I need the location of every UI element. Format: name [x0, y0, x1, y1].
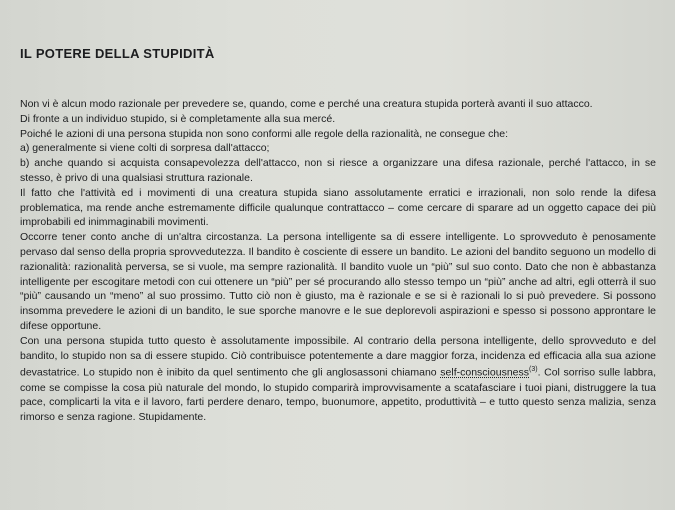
paragraph-consequences-intro: Poiché le azioni di una persona stupida non sono conformi alle regole della razionalità, ne consegue che:: [20, 127, 508, 140]
paragraph-no-rational-way: Non vi è alcun modo razionale per prevedere se, quando, come e perché una creatura stupida porterà avanti il suo attacco.: [20, 98, 593, 110]
paragraph-stupid-person: [20, 334, 656, 425]
document-page: [20, 46, 656, 425]
paragraph-bandit-rationality: Occorre tener conto anche di un'altra circostanza. La persona intelligente sa di essere intelligente. Lo sprovveduto è penosamente pervaso dal senso della propria sprovvedutezza. Il bandito è cosciente di essere un bandito. Le azioni del bandito seguono un modello di razionalità: razionalità perversa, se si vuole, ma sempre razionalità. Il bandito vuole un “più” sul suo conto. Dato che non è abbastanza intelligente per escogitare metodi con cui ottenere un “più” per sé procurando allo stesso tempo un “più” anche ad altri, egli otterrà il suo “più” causando un “meno” al suo prossimo. Tutto ciò non è giusto, ma è razionale e se si è razionali lo si può prevedere. Si possono insomma prevedere le azioni di un bandito, le sue sporche manovre e le sue deplorevoli aspirazioni e spesso si possono approntare le difese opportune.: [20, 231, 656, 332]
document-title: IL POTERE DELLA STUPIDITÀ: [20, 46, 215, 61]
footnote-marker: (3): [529, 366, 538, 374]
paragraph-stupid-text-start: Con una persona stupida tutto questo è assolutamente impossibile. Al contrario della persona intelligente, dello sprovveduto e del bandito, lo stupido non sa di essere stupido. Ciò contribuisce potentemente a dare maggior forza, incidenza ed efficacia alla sua azione devastatrice. Lo stupido non è inibito da quel sentimento che gli anglosassoni chiamano: [20, 334, 656, 379]
paragraph-stupid-text-end: . Col sorriso sulle labbra, come se compisse la cosa più naturale del mondo, lo stupido comparirà improvvisamente a scatafasciare i tuoi piani, distruggere la tua pace, complicarti la vita e il lavoro, farti perdere denaro, tempo, buonumore, appetito, produttività – e tutto questo senza malizia, senza rimorso e senza ragione. Stupidamente.: [20, 366, 657, 424]
paragraph-point-a: a) generalmente si viene colti di sorpresa dall'attacco;: [20, 142, 270, 155]
paragraph-erratic-movements: Il fatto che l'attività ed i movimenti di una creatura stupida siano assolutamente erratici e irrazionali, non solo rende la difesa problematica, ma rende anche estremamente difficile qualunque contrattacco – come cercare di sparare ad un oggetto capace dei più improbabili ed inimmaginabili movimenti.: [20, 186, 656, 229]
self-consciousness-term: self-consciousness: [440, 366, 530, 379]
paragraph-at-mercy: Di fronte a un individuo stupido, si è completamente alla sua mercé.: [20, 112, 336, 125]
paragraph-point-b: b) anche quando si acquista consapevolezza dell'attacco, non si riesce a organizzare una difesa razionale, perché l'attacco, in se stesso, è privo di una qualsiasi struttura razionale.: [20, 157, 656, 184]
